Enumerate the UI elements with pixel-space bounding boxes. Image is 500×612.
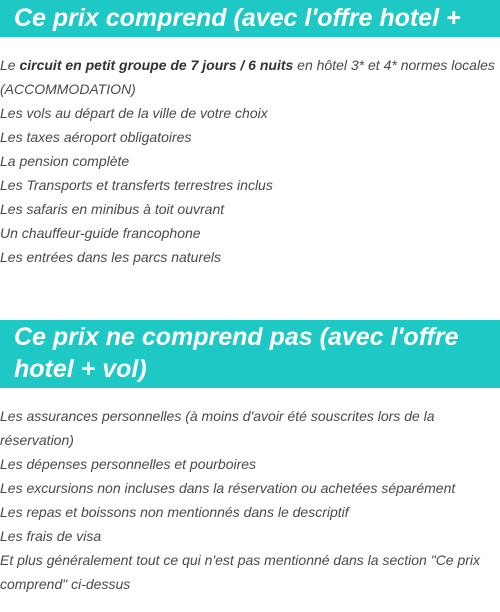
list-item-suffix: en hôtel 3* et 4* normes locales (ACCOMMODATION)	[0, 57, 495, 97]
list-item: Les taxes aéroport obligatoires	[0, 129, 192, 145]
list-item: Les assurances personnelles (à moins d'avoir été souscrites lors de la réservation)	[0, 408, 435, 448]
list-item: Un chauffeur-guide francophone	[0, 225, 201, 241]
included-list	[0, 53, 500, 269]
list-item: Les entrées dans les parcs naturels	[0, 249, 222, 265]
list-item: Les repas et boissons non mentionnés dans le descriptif	[0, 504, 349, 520]
list-item	[0, 53, 500, 101]
list-item: Les dépenses personnelles et pourboires	[0, 456, 257, 472]
list-item: La pension complète	[0, 153, 130, 169]
list-item: Les frais de visa	[0, 528, 102, 544]
list-item-bold: circuit en petit groupe de 7 jours / 6 nuits	[19, 57, 294, 73]
included-section-title: Ce prix comprend (avec l'offre hotel + vol)	[0, 0, 500, 37]
list-item: Et plus généralement tout ce qui n'est pas mentionné dans la section "Ce prix comprend" ci-dessus	[0, 552, 481, 592]
excluded-section-title: Ce prix ne comprend pas (avec l'offre hotel + vol)	[0, 320, 500, 388]
list-item: Les safaris en minibus à toit ouvrant	[0, 201, 225, 217]
list-item: Les excursions non incluses dans la réservation ou achetées séparément	[0, 480, 456, 496]
excluded-list	[0, 404, 500, 596]
list-item: Les Transports et transferts terrestres inclus	[0, 177, 273, 193]
list-item-prefix: Le	[0, 57, 20, 73]
list-item: Les vols au départ de la ville de votre choix	[0, 105, 268, 121]
